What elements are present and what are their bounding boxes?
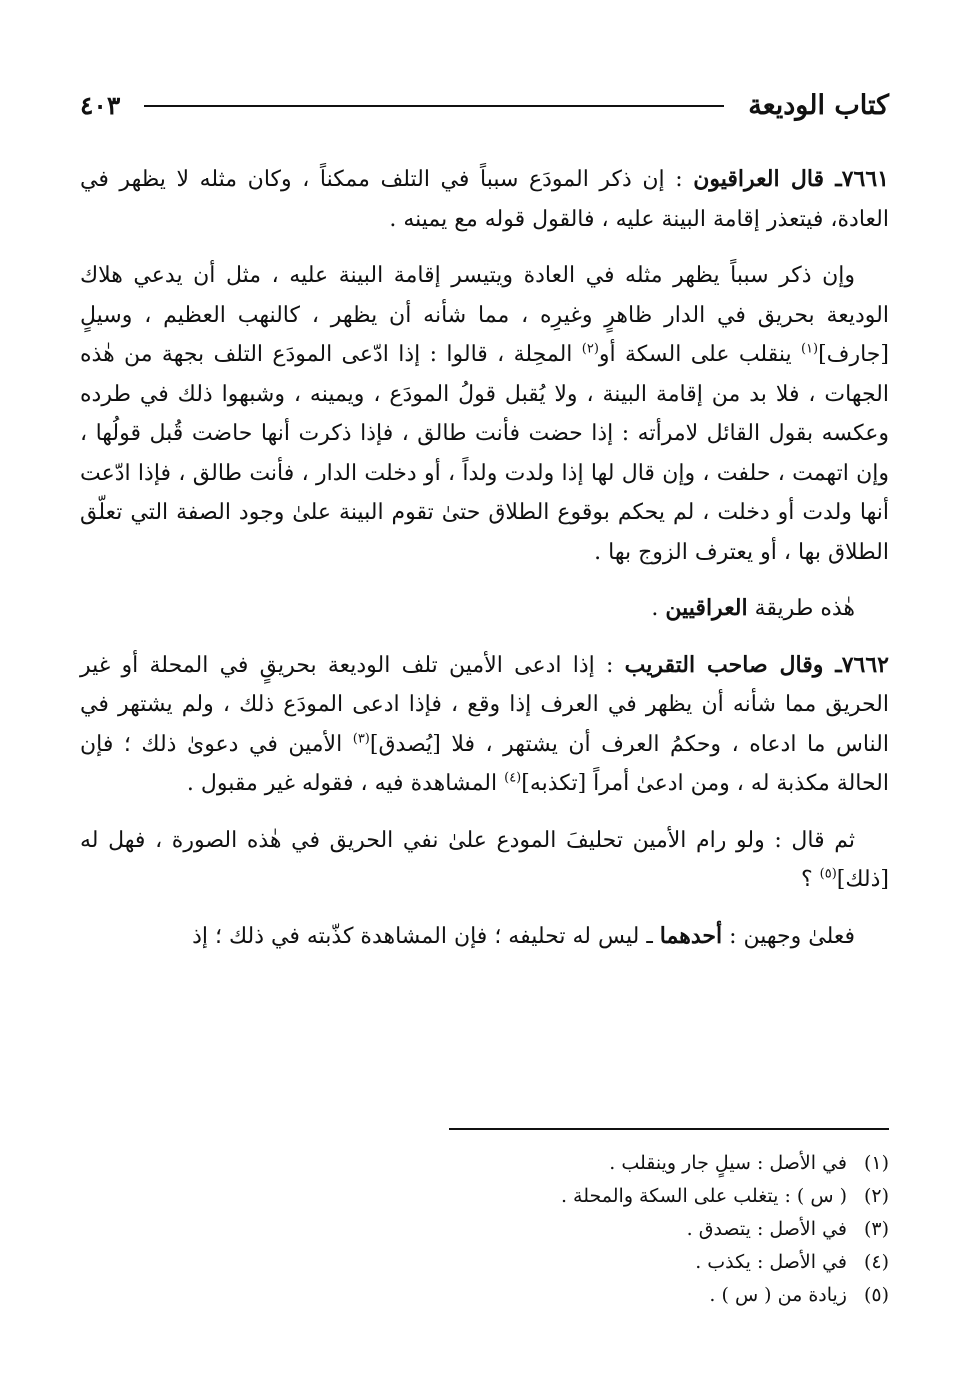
bold-text: ٧٦٦١ـ قال العراقيون: [693, 166, 889, 192]
footnote-item: [300, 1180, 889, 1213]
footnote-item: [300, 1246, 889, 1279]
paragraph: [80, 589, 889, 629]
footnote-item: [300, 1279, 889, 1312]
text-run: ثم قال : ولو رام الأمين تحليفَ المودع علىٰ نفي الحريق في هٰذه الصورة ، فهل له [ذلك]: [80, 827, 889, 892]
footnote-number: (٥): [863, 1284, 889, 1306]
text-run: ينقلب على السكة أو: [598, 342, 801, 367]
footnote-marker: (٣): [352, 731, 370, 747]
footnote-item: [300, 1147, 889, 1180]
text-run: ـ ليس له تحليفه ؛ فإن المشاهدة كذّبته في ذلك ؛ إذ: [192, 923, 660, 949]
page-header: [80, 90, 889, 121]
main-text: [80, 160, 889, 973]
footnotes: [300, 1147, 889, 1312]
text-run: الأمين في دعوىٰ ذلك ؛ فإن الحالة مكذبة له ، ومن ادعىٰ أمراً [تكذبه]: [80, 731, 889, 796]
text-run: .: [651, 596, 666, 621]
footnote-text: في الأصل : يتصدق .: [686, 1218, 847, 1240]
paragraph: [80, 256, 889, 572]
footnote-marker: (١): [800, 341, 819, 357]
footnote-text: زيادة من ( س ) .: [709, 1284, 847, 1306]
text-run: : إن ذكر المودَع سبباً في التلف ممكناً ، وكان مثله لا يظهر في العادة، فيتعذر إقامة البينة عليه ، فالقول قوله مع يمينه .: [80, 167, 889, 232]
footnote-marker: (٢): [581, 341, 599, 357]
text-run: وإن ذكر سبباً يظهر مثله في العادة ويتيسر إقامة البينة عليه ، مثل أن يدعي هلاك الوديعة بحريق في الدار ظاهرٍ وغيرِه ، مما شأنه أن يظهر ، كالنهب العظيم ، وسيلٍ [جارف]: [80, 263, 889, 367]
footnote-text: في الأصل : سيلٍ جار وينقلب .: [609, 1152, 847, 1174]
footnote-text: ( س ) : يتغلب على السكة والمحلة .: [560, 1185, 847, 1207]
footnote-text: في الأصل : يكذب .: [695, 1251, 847, 1273]
text-run: فعلىٰ وجهين :: [722, 923, 855, 949]
page-number: ٤٠٣: [80, 91, 121, 120]
footnote-divider: [449, 1128, 889, 1130]
header-rule: [144, 105, 724, 107]
text-run: هٰذه طريقة: [747, 596, 855, 621]
footnote-number: (٣): [863, 1218, 889, 1240]
paragraph: [80, 646, 889, 804]
text-run: المحِلة ، قالوا : إذا ادّعى المودَع التلف بجهة من هٰذه الجهات ، فلا بد من إقامة البينة ، ولا يُقبل قولُ المودَع ، ويمينه ، وشبهوا ذلك في طرده وعكسه بقول القائل لامرأته : إذا حضت فأنت طالق ، فإذا ذكرت أنها حاضت قُبل قولُها ، وإن اتهمت ، حلفت ، وإن قال لها إذا ولدت ولداً ، أو دخلت الدار ، فأنت طالق ، فإذا ادّعت أنها ولدت أو دخلت ، لم يحكم بوقوع الطلاق حتىٰ تقوم البينة علىٰ وجود الصفة التي تعلّق الطلاق بها ، أو يعترف الزوج بها .: [80, 342, 889, 565]
paragraph: [80, 160, 889, 239]
footnote-marker: (٥): [819, 866, 837, 882]
bold-text: العراقيين: [665, 595, 748, 621]
paragraph: [80, 917, 889, 957]
text-run: المشاهدة فيه ، فقوله غير مقبول .: [186, 771, 505, 796]
footnote-number: (١): [863, 1152, 889, 1174]
footnote-marker: (٤): [504, 770, 522, 786]
footnote-item: [300, 1213, 889, 1246]
running-title: كتاب الوديعة: [748, 90, 889, 121]
text-run: : إذا ادعى الأمين تلف الوديعة بحريقٍ في المحلة أو غير الحريق مما شأنه أن يظهر في العرف إذا وقع ، فإذا ادعى المودَع ذلك ، ولم يشتهر في الناس ما ادعاه ، وحكمُ العرف أن يشتهر ، فلا [يُصدق]: [80, 652, 889, 757]
bold-text: ٧٦٦٢ـ وقال صاحب التقريب: [624, 651, 889, 678]
footnote-number: (٢): [863, 1185, 889, 1207]
paragraph: [80, 821, 889, 900]
bold-text: أحدهما: [659, 922, 723, 949]
footnote-number: (٤): [863, 1251, 889, 1273]
text-run: ؟: [800, 867, 820, 892]
